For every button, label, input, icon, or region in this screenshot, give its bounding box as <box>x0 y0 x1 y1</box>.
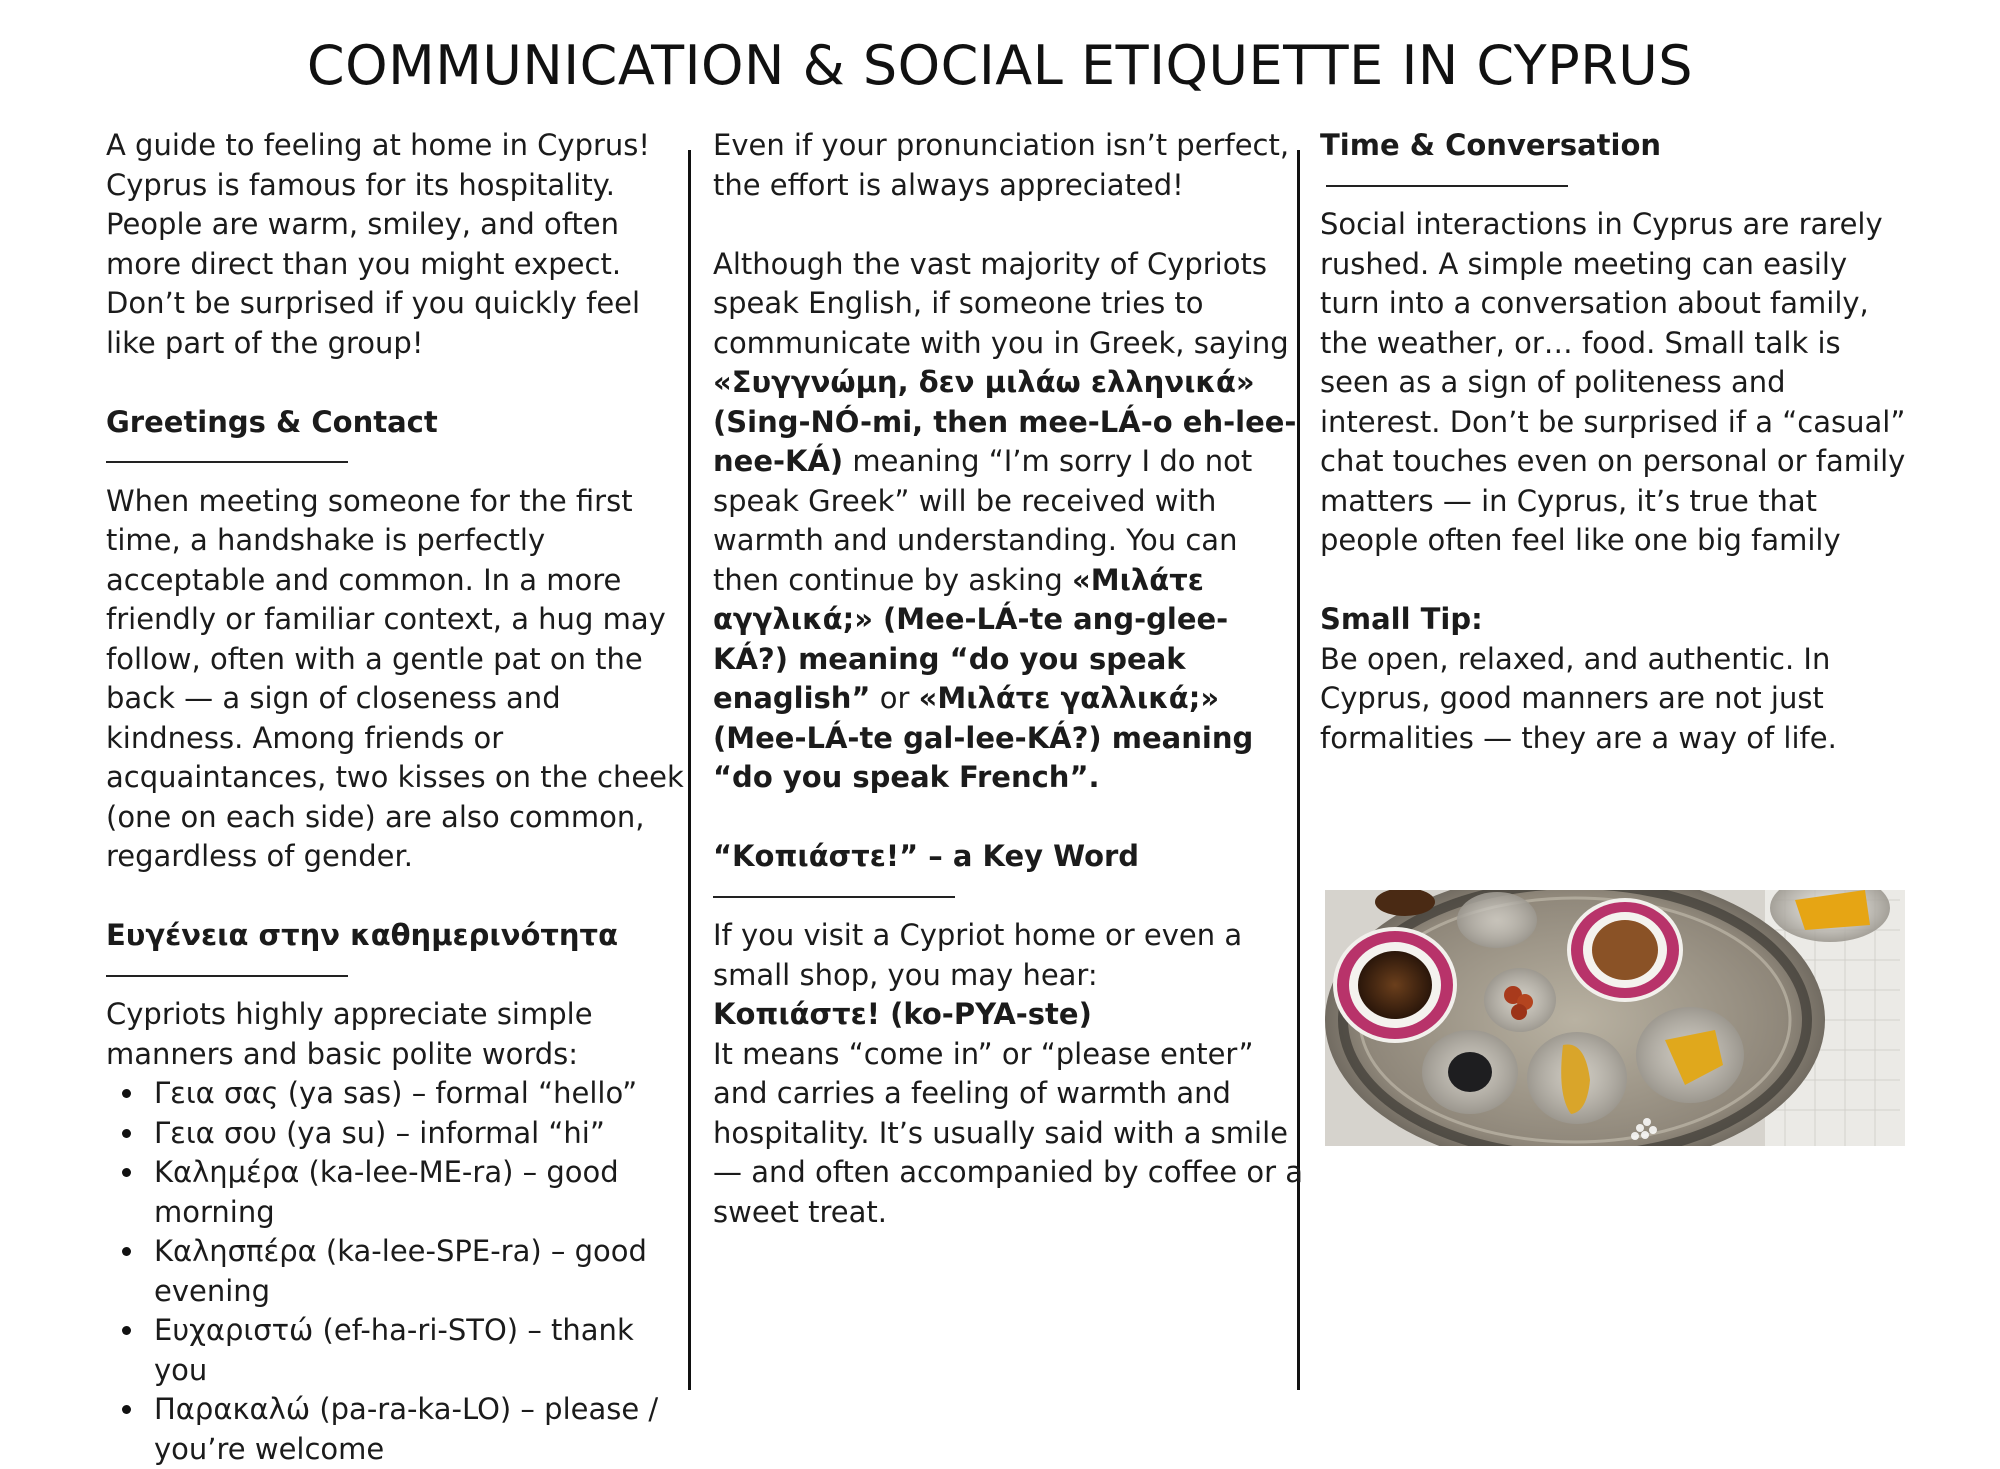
list-item: Καλησπέρα (ka-lee-SPE-ra) – good evening <box>154 1232 686 1311</box>
politeness-heading: Ευγένεια στην καθημερινότητα <box>106 918 618 952</box>
greek-phrase-sorry: «Συγγνώμη, δεν μιλάω ελληνικά» (Sing-NÓ-mi, then mee-LÁ-o eh-lee-nee-KÁ) <box>713 365 1297 478</box>
list-item: Γεια σας (ya sas) – formal “hello” <box>154 1074 686 1114</box>
intro-line: Cyprus is famous for its hospitality. <box>106 167 615 202</box>
column-middle <box>713 126 1303 1232</box>
greek-phrase-english: «Μιλάτε αγγλικά;» (Mee-LÁ-te ang-glee-KÁ?) meaning “do you speak enaglish” <box>713 562 1229 715</box>
keyword-meaning: It means “come in” or “please enter” and carries a feeling of warmth and hospitality. It’s usually said with a smile — and often accompanied by coffee or a sweet treat. <box>713 1036 1303 1229</box>
coffee-cup-left <box>1333 927 1457 1043</box>
heading-underline <box>713 877 1303 917</box>
greetings-text: When meeting someone for the first time, a handshake is perfectly acceptable and common. In a more friendly or familiar context, a hug may follow, often with a gentle pat on the back — a sign of closeness and kindness. Among friends or acquaintances, two kisses on the cheek (one on each side) are also common, regardless of gender. <box>106 483 684 873</box>
greek-phrase-french: «Μιλάτε γαλλικά;» (Mee-LÁ-te gal-lee-KÁ?) meaning “do you speak French”. <box>713 681 1254 794</box>
keyword-heading: “Κοπιάστε!” – a Key Word <box>713 839 1140 873</box>
heading-underline <box>106 442 686 482</box>
time-text: Social interactions in Cyprus are rarely rushed. A simple meeting can easily turn into a conversation about family, the weather, or… food. Small talk is seen as a sign of politeness and interest. Don’t be surprised if a “casual” chat touches even on personal or family matters — in Cyprus, it’s true that people often feel like one big family <box>1320 207 1906 557</box>
coffee-cup-right <box>1567 898 1683 1002</box>
greek-text: Although the vast majority of Cypriots speak English, if someone tries to communicate with you in Greek, saying <box>713 246 1289 360</box>
column-divider <box>688 150 691 1390</box>
greek-paragraph <box>713 245 1303 798</box>
list-item: Γεια σου (ya su) – informal “hi” <box>154 1114 686 1154</box>
coffee-tray-photo <box>1325 890 1905 1146</box>
list-item: Παρακαλώ (pa-ra-ka-LO) – please / you’re welcome <box>154 1390 686 1469</box>
coffee-tray-illustration <box>1325 890 1905 1146</box>
column-right <box>1320 126 1910 758</box>
politeness-text: Cypriots highly appreciate simple manners and basic polite words: <box>106 997 593 1071</box>
list-item: Ευχαριστώ (ef-ha-ri-STO) – thank you <box>154 1311 686 1390</box>
heading-underline <box>106 956 686 996</box>
page-title: COMMUNICATION & SOCIAL ETIQUETTE IN CYPRUS <box>306 34 1694 97</box>
time-heading: Time & Conversation <box>1320 128 1662 162</box>
phrase-list <box>106 1074 686 1469</box>
intro-line: A guide to feeling at home in Cyprus! <box>106 128 651 162</box>
greek-text: or <box>879 681 910 715</box>
column-left <box>106 126 686 1469</box>
greetings-heading: Greetings & Contact <box>106 404 438 439</box>
tip-text: Be open, relaxed, and authentic. In Cyprus, good manners are not just formalities — they are a way of life. <box>1320 641 1837 755</box>
tip-heading: Small Tip: <box>1320 602 1483 636</box>
effort-text: Even if your pronunciation isn’t perfect, the effort is always appreciated! <box>713 128 1290 202</box>
intro-line: People are warm, smiley, and often more direct than you might expect. <box>106 207 622 281</box>
intro-line: Don’t be surprised if you quickly feel like part of the group! <box>106 286 641 360</box>
keyword-phrase: Κοπιάστε! (ko-PYA-ste) <box>713 997 1092 1031</box>
heading-underline <box>1320 166 1910 206</box>
list-item: Καλημέρα (ka-lee-ME-ra) – good morning <box>154 1153 686 1232</box>
greek-text: meaning “I’m sorry I do not speak Greek” will be received with warmth and understanding. You can then continue by asking <box>713 444 1253 597</box>
keyword-text: If you visit a Cypriot home or even a small shop, you may hear: <box>713 918 1243 992</box>
